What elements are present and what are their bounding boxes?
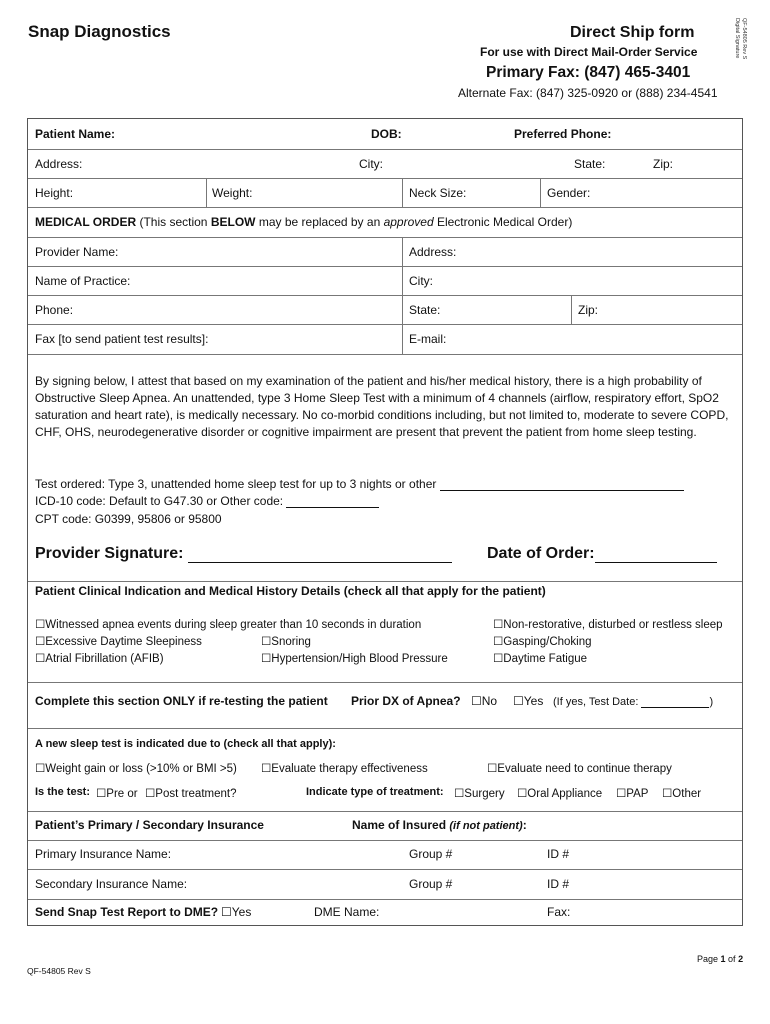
checkbox-gasping-choking[interactable]: ☐Gasping/Choking (493, 636, 592, 648)
checkbox-weight-change[interactable]: ☐Weight gain or loss (>10% or BMI >5) (35, 763, 237, 775)
checkbox-evaluate-need[interactable]: ☐Evaluate need to continue therapy (487, 763, 672, 775)
checkbox-evaluate-effectiveness[interactable]: ☐Evaluate therapy effectiveness (261, 763, 428, 775)
secondary-id-label: ID # (547, 877, 570, 891)
new-test-heading: A new sleep test is indicated due to (check all that apply): (35, 738, 336, 750)
checkbox-pre-treatment[interactable]: ☐Pre or (96, 788, 138, 800)
dme-name-label: DME Name: (314, 905, 380, 919)
provider-signature-line: Provider Signature: (35, 545, 452, 563)
dme-fax-label: Fax: (547, 905, 571, 919)
checkbox-prior-yes[interactable]: ☐Yes (513, 694, 544, 708)
form-box (27, 118, 743, 926)
retest-date: (If yes, Test Date: ) (553, 696, 714, 708)
primary-fax: Primary Fax: (847) 465-3401 (486, 64, 691, 81)
insurance-heading: Patient’s Primary / Secondary Insurance (35, 818, 264, 832)
send-to-dme-label: Send Snap Test Report to DME? (35, 905, 219, 919)
provider-city-label: City: (409, 274, 433, 288)
provider-phone-label: Phone: (35, 303, 74, 317)
secondary-group-label: Group # (409, 877, 453, 891)
form-subtitle: For use with Direct Mail-Order Service (480, 45, 698, 59)
checkbox-witnessed-apnea[interactable]: ☐Witnessed apnea events during sleep greater than 10 seconds in duration (35, 619, 422, 631)
primary-insurance-label: Primary Insurance Name: (35, 847, 172, 861)
attestation-text: By signing below, I attest that based on my examination of the patient and his/her medical history, there is a high probability of Obstructive Sleep Apnea. An unattended, type 3 Home Sleep Test with a minimum of 4 channels (airflow, respiratory effort, SpO2 saturation and heart rate), is medically necessary. No co-morbid conditions including, but not limited to, moderate to severe COPD, CHF, OHS, neurodegenerative disorder or cognitive impairment are present that prevent the patient from home sleep testing. (35, 374, 729, 439)
patient-city-label: City: (359, 157, 383, 171)
provider-address-label: Address: (409, 245, 457, 259)
form-title: Direct Ship form (570, 24, 695, 41)
prior-dx-label: Prior DX of Apnea? (351, 694, 461, 708)
weight-label: Weight: (212, 186, 253, 200)
provider-zip-label: Zip: (578, 303, 599, 317)
medical-order-heading: MEDICAL ORDER (This section BELOW may be replaced by an approved Electronic Medical Order) (35, 215, 573, 229)
checkbox-prior-no[interactable]: ☐No (471, 694, 498, 708)
brand-name: Snap Diagnostics (28, 22, 171, 41)
checkbox-hypertension[interactable]: ☐Hypertension/High Blood Pressure (261, 653, 448, 665)
checkbox-oral-appliance[interactable]: ☐Oral Appliance (517, 788, 603, 800)
checkbox-non-restorative-sleep[interactable]: ☐Non-restorative, disturbed or restless sleep (493, 619, 723, 631)
is-the-test-label: Is the test: (35, 786, 91, 798)
cpt-code: CPT code: G0399, 95806 or 95800 (35, 512, 222, 526)
checkbox-post-treatment[interactable]: ☐Post treatment? (145, 788, 237, 800)
provider-state-label: State: (409, 303, 441, 317)
checkbox-daytime-fatigue[interactable]: ☐Daytime Fatigue (493, 653, 588, 665)
patient-zip-label: Zip: (653, 157, 674, 171)
primary-id-label: ID # (547, 847, 570, 861)
checkbox-other[interactable]: ☐Other (662, 788, 702, 800)
page-number: Page 1 of 2 (697, 954, 744, 964)
preferred-phone-label: Preferred Phone: (514, 127, 612, 141)
date-of-order-line: Date of Order: (487, 545, 717, 563)
provider-fax-label: Fax [to send patient test results]: (35, 332, 209, 346)
test-ordered: Test ordered: Type 3, unattended home sleep test for up to 3 nights or other (35, 477, 684, 491)
checkbox-daytime-sleepiness[interactable]: ☐Excessive Daytime Sleepiness (35, 636, 202, 648)
clinical-heading: Patient Clinical Indication and Medical History Details (check all that apply for the patient) (35, 584, 546, 598)
primary-group-label: Group # (409, 847, 453, 861)
checkbox-dme-yes[interactable]: ☐Yes (221, 905, 252, 919)
checkbox-pap[interactable]: ☐PAP (616, 788, 649, 800)
provider-name-label: Provider Name: (35, 245, 119, 259)
dob-label: DOB: (371, 127, 402, 141)
patient-state-label: State: (574, 157, 606, 171)
height-label: Height: (35, 186, 74, 200)
checkbox-surgery[interactable]: ☐Surgery (454, 788, 505, 800)
checkbox-afib[interactable]: ☐Atrial Fibrillation (AFIB) (35, 653, 164, 665)
treatment-type-label: Indicate type of treatment: (306, 786, 444, 798)
patient-address-label: Address: (35, 157, 83, 171)
name-of-insured-label: Name of Insured (if not patient): (352, 818, 527, 832)
secondary-insurance-label: Secondary Insurance Name: (35, 877, 188, 891)
gender-label: Gender: (547, 186, 591, 200)
vertical-form-code: QF-54805 Rev S Digital Signature (734, 18, 747, 60)
neck-size-label: Neck Size: (409, 186, 467, 200)
checkbox-snoring[interactable]: ☐Snoring (261, 636, 311, 648)
retest-heading: Complete this section ONLY if re-testing the patient (35, 694, 328, 708)
patient-name-label: Patient Name: (35, 127, 116, 141)
icd-code: ICD-10 code: Default to G47.30 or Other code: (35, 494, 379, 508)
alternate-fax: Alternate Fax: (847) 325-0920 or (888) 234-4541 (458, 86, 718, 100)
footer-form-code: QF-54805 Rev S (27, 966, 91, 976)
provider-email-label: E-mail: (409, 332, 447, 346)
practice-name-label: Name of Practice: (35, 274, 131, 288)
